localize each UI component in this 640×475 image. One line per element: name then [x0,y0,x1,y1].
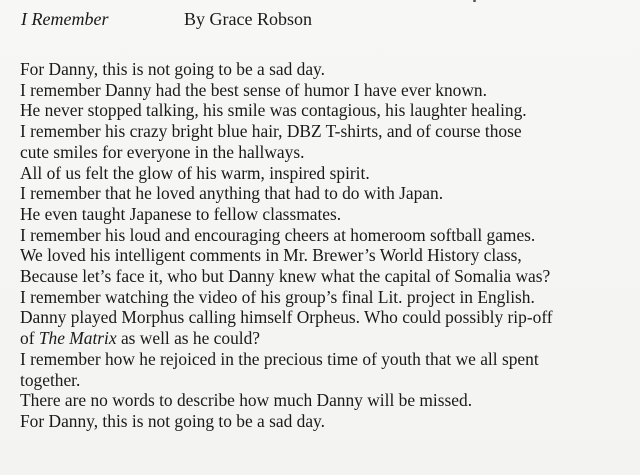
poem-line-prefix: of [20,328,39,349]
poem-line: We loved his intelligent comments in Mr. Brewer’s World History class, [20,245,522,266]
poem-line: I remember that he loved anything that had to do with Japan. [20,183,444,204]
stray-pen-mark [473,0,476,2]
poem-line [20,328,632,349]
poem-line: For Danny, this is not going to be a sad day. [20,410,325,431]
poem-line: I remember Danny had the best sense of humor I have ever known. [20,79,487,100]
poem-line: I remember his loud and encouraging cheers at homeroom softball games. [20,224,536,245]
poem-line: together. [20,369,81,390]
poem-line: I remember his crazy bright blue hair, DBZ T-shirts, and of course those [20,121,522,142]
poem-line-suffix: as well as he could? [116,328,261,349]
poem-header [21,7,312,31]
poem-line: Danny played Morphus calling himself Orpheus. Who could possibly rip-off [20,307,553,328]
poem-body [20,59,632,432]
film-title: The Matrix [38,328,117,349]
poem-title: I Remember [21,9,109,29]
poem-line: Because let’s face it, who but Danny knew what the capital of Somalia was? [20,266,551,287]
poem-line: All of us felt the glow of his warm, inspired spirit. [20,162,370,183]
poem-line: There are no words to describe how much Danny will be missed. [20,390,473,411]
poem-line: He even taught Japanese to fellow classmates. [20,203,342,224]
poem-line: I remember watching the video of his group’s final Lit. project in English. [20,286,535,307]
poem-byline: By Grace Robson [184,9,312,29]
poem-line: cute smiles for everyone in the hallways. [20,141,305,162]
poem-line: I remember how he rejoiced in the precious time of youth that we all spent [20,348,539,369]
poem-line: For Danny, this is not going to be a sad day. [20,59,325,79]
poem-line: He never stopped talking, his smile was contagious, his laughter healing. [20,100,527,121]
